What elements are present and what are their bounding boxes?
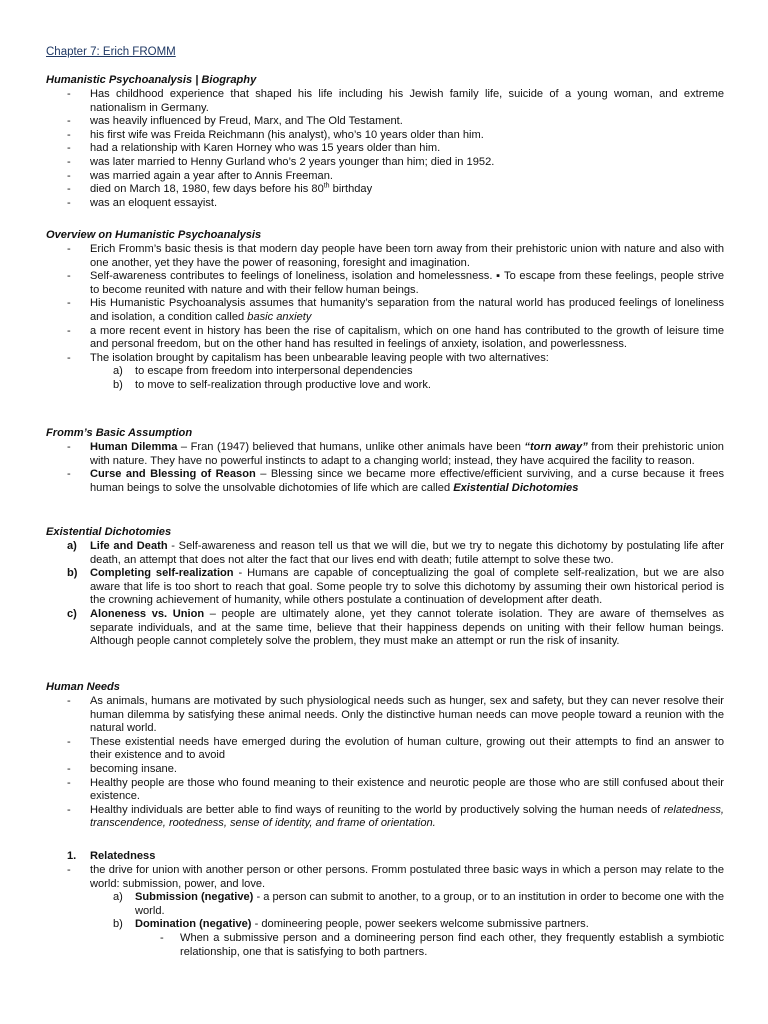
section-human-needs	[46, 681, 724, 831]
dash-marker: -	[67, 169, 71, 182]
section-overview	[46, 229, 724, 393]
list-item: - becoming insane.	[67, 762, 177, 775]
section-biography	[46, 74, 724, 210]
dash-marker: -	[67, 864, 71, 876]
sub-list-item: b) Domination (negative) - domineering people, power seekers welcome submissive partners.	[113, 918, 589, 931]
dash-marker: -	[67, 196, 71, 209]
list-item: - The isolation brought by capitalism has been unbearable leaving people with two alternatives:	[67, 351, 549, 364]
numbered-heading: 1. Relatedness	[67, 850, 156, 862]
sub-list-item: a) to escape from freedom into interpersonal dependencies	[113, 365, 413, 378]
section-heading: Existential Dichotomies	[46, 526, 172, 538]
dash-marker: -	[67, 155, 71, 168]
dash-marker: -	[67, 695, 71, 707]
section-heading: Fromm’s Basic Assumption	[46, 427, 193, 439]
list-item: - the drive for union with another person or other persons. Fromm postulated three basic ways in which a person may relate to the world: submission, power, and love.	[67, 864, 724, 890]
list-item: b) Completing self-realization - Humans are capable of conceptualizing the goal of complete self-realization, but we are also aware that life is too short to reach that goal. Some people try to solve this dichotomy by assuming their own historical period is the crowning achievement of humanity, while others postulate a continuation of development after death.	[67, 567, 724, 607]
dash-marker: -	[67, 88, 71, 100]
section-heading: Humanistic Psychoanalysis | Biography	[46, 74, 257, 86]
dash-marker: -	[67, 762, 71, 775]
dash-marker: -	[67, 324, 71, 337]
section-heading: Overview on Humanistic Psychoanalysis	[46, 229, 262, 241]
dash-marker: -	[67, 243, 71, 255]
sub-sub-list-item: - When a submissive person and a domineering person find each other, they frequently establish a symbiotic relationship, one that is satisfying to both partners.	[160, 931, 724, 958]
section-relatedness	[46, 850, 724, 959]
list-item: - was heavily influenced by Freud, Marx, and The Old Testament.	[67, 115, 403, 128]
list-item: - Has childhood experience that shaped his life including his Jewish family life, suicide of a young woman, and extreme nationalism in Germany.	[67, 88, 724, 114]
list-item: - These existential needs have emerged during the evolution of human culture, growing out their attempts to find an answer to their existence and to avoid	[67, 735, 724, 762]
dash-marker: -	[67, 776, 71, 789]
section-heading: Human Needs	[46, 681, 120, 693]
section-existential-dichotomies	[46, 526, 724, 649]
dash-marker: -	[67, 803, 71, 816]
dash-marker: -	[67, 297, 71, 310]
list-item: - Healthy individuals are better able to find ways of reuniting to the world by productively solving the human needs of relatedness, transcendence, rootedness, sense of identity, and frame of orientation.	[67, 803, 724, 830]
list-item: - a more recent event in history has been the rise of capitalism, which on one hand has contributed to the growth of leisure time and personal freedom, but on the other hand has resulted in feelings of anxiety, isolation, and powerlessness.	[67, 324, 724, 351]
list-item: - Human Dilemma – Fran (1947) believed that humans, unlike other animals have been “torn away” from their prehistoric union with nature. They have no powerful instincts to adapt to a changing world; instead, they have acquired the facility to reason.	[67, 441, 724, 467]
dash-marker: -	[160, 931, 164, 944]
dash-marker: -	[67, 128, 71, 141]
list-item: - was later married to Henny Gurland who’s 2 years younger than him; died in 1952.	[67, 155, 495, 168]
list-item: - was married again a year after to Annis Freeman.	[67, 169, 333, 182]
list-item: - was an eloquent essayist.	[67, 196, 218, 209]
page-title: Chapter 7: Erich FROMM	[46, 46, 176, 58]
list-item: a) Life and Death - Self-awareness and reason tell us that we will die, but we try to negate this dichotomy by postulating life after death, an attempt that does not alter the fact that our lives end with death; futile attempt to solve these two.	[67, 540, 724, 566]
section-basic-assumption	[46, 427, 724, 495]
list-item: - Self-awareness contributes to feelings of loneliness, isolation and homelessness. ▪ To escape from these feelings, people strive to become reunited with nature and with their fellow human beings.	[67, 270, 724, 296]
dash-marker: -	[67, 183, 71, 196]
dash-marker: -	[67, 142, 71, 155]
dash-marker: -	[67, 351, 71, 364]
list-item: - Erich Fromm’s basic thesis is that modern day people have been torn away from their prehistoric union with nature and also with one another, yet they have the power of reasoning, foresight and imagination.	[67, 243, 724, 269]
sub-list-item: b) to move to self-realization through productive love and work.	[113, 378, 431, 391]
list-item: - his first wife was Freida Reichmann (his analyst), who’s 10 years older than him.	[67, 128, 484, 141]
list-item: - died on March 18, 1980, few days before his 80th birthday	[67, 182, 373, 196]
sub-list-item: a) Submission (negative) - a person can submit to another, to a group, or to an institution in order to become one with the world.	[113, 891, 724, 917]
dash-marker: -	[67, 468, 71, 481]
list-item: - As animals, humans are motivated by such physiological needs such as hunger, sex and safety, but they can never resolve their human dilemma by satisfying these animal needs. Only the distinctive human needs can move people toward a reunion with the natural world.	[67, 695, 724, 735]
list-item: - His Humanistic Psychoanalysis assumes that humanity’s separation from the natural world has produced feelings of loneliness and isolation, a condition called basic anxiety	[67, 297, 724, 323]
list-item: - had a relationship with Karen Horney who was 15 years older than him.	[67, 142, 441, 155]
list-item: - Curse and Blessing of Reason – Blessing since we became more effective/efficient surviving, and a curse because it frees human beings to solve the unsolvable dichotomies of life which are called Existential Dichotomies	[67, 468, 724, 494]
dash-marker: -	[67, 735, 71, 748]
dash-marker: -	[67, 115, 71, 128]
list-item: - Healthy people are those who found meaning to their existence and neurotic people are those who are still confused about their existence.	[67, 776, 724, 803]
list-item: c) Aloneness vs. Union – people are ultimately alone, yet they cannot tolerate isolation. They are aware of themselves as separate individuals, and at the same time, believe that their happiness depends on uniting with their fellow human beings. Although people cannot completely solve the problem, they must make an attempt or run the risk of insanity.	[67, 607, 724, 648]
dash-marker: -	[67, 270, 71, 283]
dash-marker: -	[67, 441, 71, 453]
